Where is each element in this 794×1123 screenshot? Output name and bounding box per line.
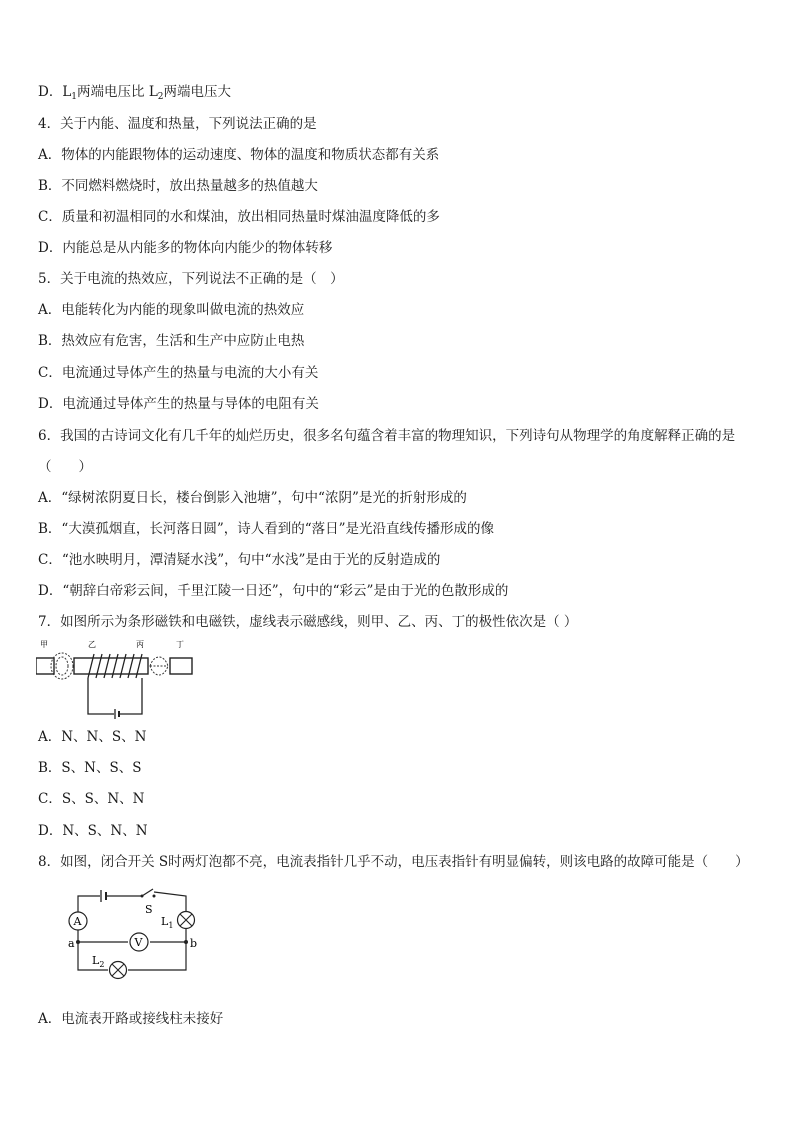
q8-option-a: A．电流表开路或接线柱未接好 [38,1011,224,1027]
iron-core [74,658,148,674]
switch-label: S [145,903,153,916]
q4-option-a: A．物体的内能跟物体的运动速度、物体的温度和物质状态都有关系 [38,147,440,163]
q6-stem-bracket: （ ） [38,459,92,475]
q5-option-d: D．电流通过导体产生的热量与导体的电阻有关 [38,396,319,412]
q4-option-c: C．质量和初温相同的水和煤油，放出相同热量时煤油温度降低的多 [38,209,440,225]
label-bing: 丙 [136,640,144,649]
q4-stem: 4．关于内能、温度和热量，下列说法正确的是 [38,116,317,132]
node-b-label: b [190,937,198,950]
q3-option-d: D．$L_1$两端电压比 $L_2$两端电压大 [38,84,232,102]
q6-option-d: D．“朝辞白帝彩云间，千里江陵一日还”，句中的“彩云”是由于光的色散形成的 [38,583,509,599]
lamp-l1-label: $L_1$ [161,915,174,930]
q4-option-b: B．不同燃料燃烧时，放出热量越多的热值越大 [38,178,318,194]
circuit-figure [60,880,210,980]
q5-option-c: C．电流通过导体产生的热量与电流的大小有关 [38,365,319,381]
node-a [76,940,80,944]
q8-stem: 8．如图，闭合开关 S时两灯泡都不亮，电流表指针几乎不动，电压表指针有明显偏转，则该电路的故障可能是（ ） [38,854,749,870]
q7-option-b: B．S、N、S、S [38,760,142,776]
magnet-figure [36,638,196,720]
q6-option-b: B．“大漠孤烟直，长河落日圆”，诗人看到的“落日”是光沿直线传播形成的像 [38,521,495,537]
ammeter-label: A [73,915,82,928]
bar-magnet-right [170,658,192,674]
q7-option-a: A．N、N、S、N [38,729,147,745]
q7-option-c: C．S、S、N、N [38,791,145,807]
q7-stem: 7．如图所示为条形磁铁和电磁铁，虚线表示磁感线，则甲、乙、丙、丁的极性依次是（ ） [38,614,578,630]
label-yi: 乙 [88,640,96,649]
q5-option-a: A．电能转化为内能的现象叫做电流的热效应 [38,302,305,318]
q6-option-c: C．“池水映明月，潭清疑水浅”，句中“水浅”是由于光的反射造成的 [38,552,441,568]
bar-magnet-left [36,658,54,674]
q6-stem: 6．我国的古诗词文化有几千年的灿烂历史，很多名句蕴含着丰富的物理知识，下列诗句从物理学的角度解释正确的是 [38,428,736,444]
label-jia: 甲 [40,640,48,649]
node-b [184,940,188,944]
q4-option-d: D．内能总是从内能多的物体向内能少的物体转移 [38,240,333,256]
q7-option-d: D．N、S、N、N [38,823,148,839]
voltmeter-label: V [134,936,143,949]
node-a-label: a [68,937,75,950]
coil-circuit [88,678,142,714]
q5-option-b: B．热效应有危害，生活和生产中应防止电热 [38,333,305,349]
q6-option-a: A．“绿树浓阴夏日长，楼台倒影入池塘”，句中“浓阴”是光的折射形成的 [38,490,467,506]
q5-stem: 5．关于电流的热效应，下列说法不正确的是（ ） [38,271,344,287]
label-ding: 丁 [176,640,184,649]
lamp-l2-label: $L_2$ [92,954,105,969]
